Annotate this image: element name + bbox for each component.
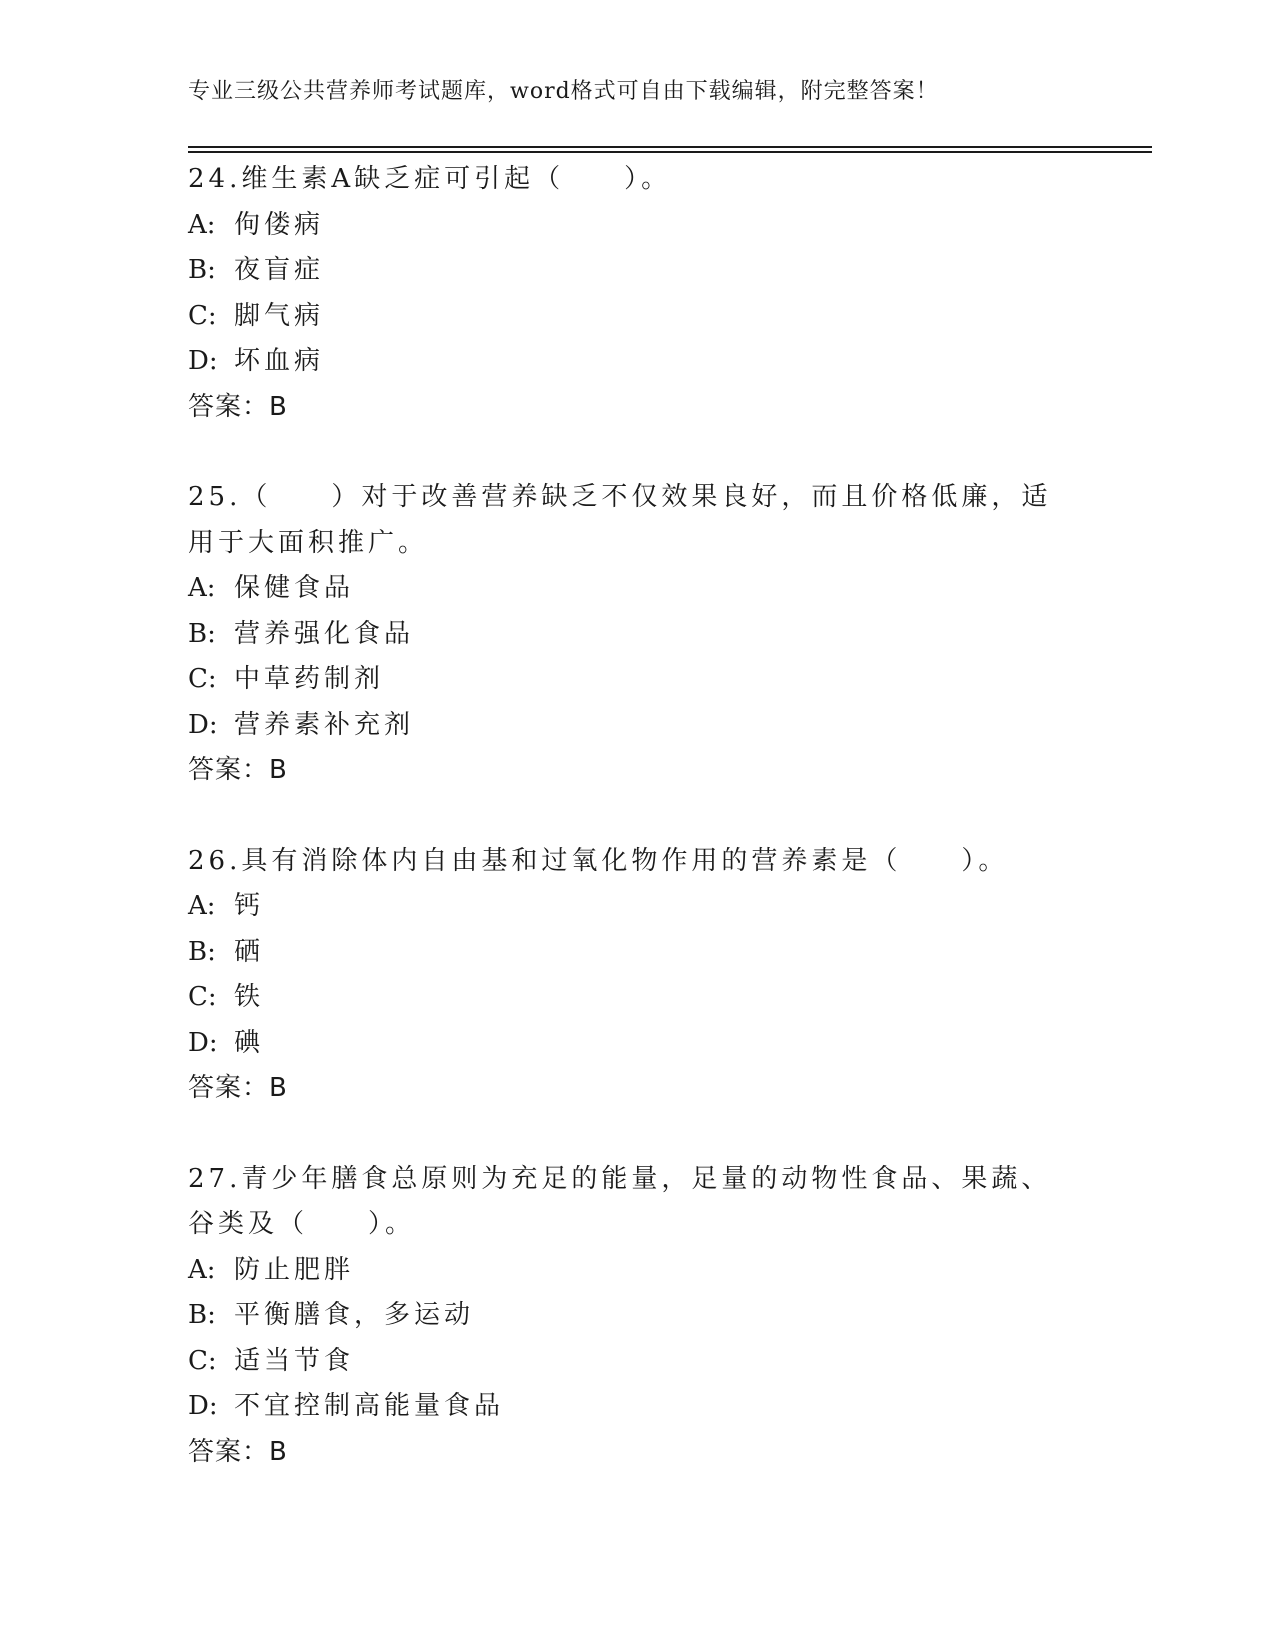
option-text: 平衡膳食，多运动 [234, 1300, 475, 1330]
option-d [188, 339, 1078, 385]
header-divider-double [188, 151, 1152, 153]
answer-line: 答案：B [188, 1436, 288, 1467]
option-a [188, 203, 1078, 249]
answer-line: 答案：B [188, 755, 288, 785]
option-a [188, 884, 1078, 930]
option-text: 不宜控制高能量食品 [234, 1391, 505, 1421]
question-stem: 27.青少年膳食总原则为充足的能量，足量的动物性食品、果蔬、谷类及（ ）。 [188, 1163, 1052, 1239]
option-text: 防止肥胖 [234, 1254, 355, 1285]
option-c [188, 657, 1078, 703]
answer-line: 答案：B [188, 391, 288, 422]
option-letter: D: [188, 346, 218, 376]
option-letter: C: [188, 982, 217, 1012]
option-text: 营养素补充剂 [234, 709, 415, 740]
option-d [188, 703, 1078, 749]
question-stem: 24.维生素A缺乏症可引起（ ）。 [188, 164, 672, 194]
question-stem: 26.具有消除体内自由基和过氧化物作用的营养素是（ ）。 [188, 845, 1009, 876]
option-letter: B: [188, 618, 216, 649]
option-letter: A: [188, 209, 216, 240]
answer-line: 答案：B [188, 1073, 288, 1103]
option-letter: C: [188, 1345, 217, 1376]
option-letter: A: [188, 573, 216, 603]
option-letter: D: [188, 709, 218, 740]
option-b [188, 248, 1078, 294]
option-c [188, 1339, 1078, 1385]
option-text: 硒 [234, 936, 265, 967]
option-text: 营养强化食品 [234, 618, 415, 649]
option-text: 适当节食 [234, 1345, 355, 1376]
option-letter: B: [188, 255, 216, 285]
option-text: 佝偻病 [234, 209, 325, 240]
option-text: 钙 [234, 891, 265, 921]
option-b [188, 1293, 1078, 1339]
option-c [188, 294, 1078, 340]
option-text: 保健食品 [234, 573, 355, 603]
option-b [188, 612, 1078, 658]
option-text: 坏血病 [234, 346, 325, 376]
option-b [188, 930, 1078, 976]
option-letter: D: [188, 1027, 218, 1058]
option-d [188, 1384, 1078, 1430]
question-24 [188, 157, 1078, 430]
option-letter: B: [188, 936, 216, 967]
option-letter: B: [188, 1300, 216, 1330]
question-27 [188, 1157, 1078, 1476]
option-text: 铁 [234, 982, 265, 1012]
option-d [188, 1021, 1078, 1067]
question-list [188, 157, 1078, 1520]
option-a [188, 1248, 1078, 1294]
option-letter: D: [188, 1391, 218, 1421]
option-a [188, 566, 1078, 612]
option-letter: A: [188, 891, 216, 921]
option-letter: C: [188, 300, 217, 331]
option-text: 中草药制剂 [234, 664, 385, 694]
option-text: 夜盲症 [234, 255, 325, 285]
page-header: 专业三级公共营养师考试题库，word格式可自由下载编辑，附完整答案！ [188, 79, 939, 104]
option-letter: C: [188, 664, 217, 694]
question-stem: 25.（ ）对于改善营养缺乏不仅效果良好，而且价格低廉，适用于大面积推广。 [188, 482, 1052, 558]
question-25 [188, 475, 1078, 794]
option-c [188, 975, 1078, 1021]
option-letter: A: [188, 1254, 216, 1285]
question-26 [188, 839, 1078, 1112]
option-text: 脚气病 [234, 300, 325, 331]
header-divider [188, 146, 1152, 148]
option-text: 碘 [234, 1027, 265, 1058]
